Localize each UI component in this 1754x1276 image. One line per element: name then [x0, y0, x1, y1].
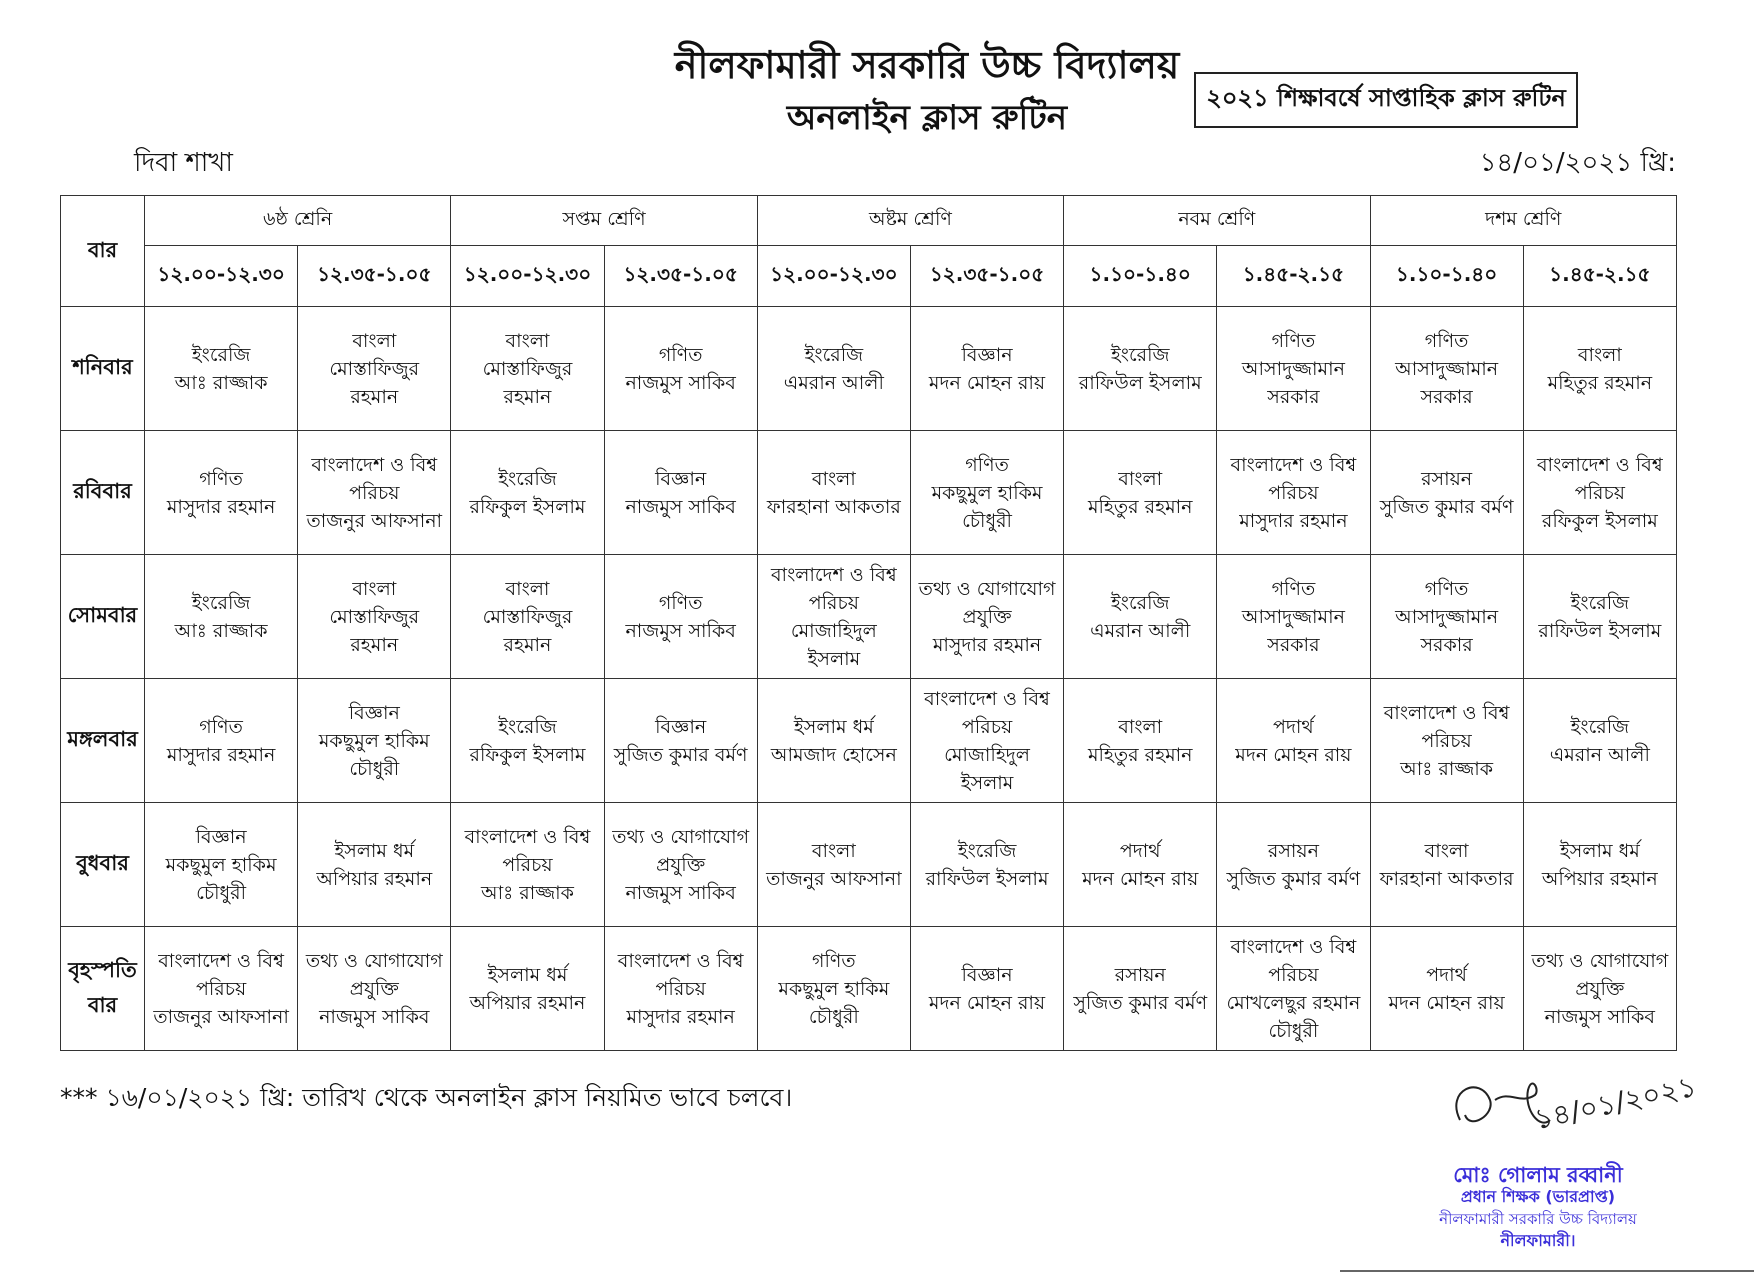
teacher-line: অপিয়ার রহমান	[469, 991, 586, 1014]
teacher-line: মহিতুর রহমান	[1087, 743, 1193, 766]
schedule-cell	[757, 431, 910, 555]
subject: বাংলা	[1118, 467, 1163, 490]
subject: গণিত	[1424, 577, 1469, 600]
schedule-cell	[451, 555, 604, 679]
teacher-line: মাসুদার রহমান	[166, 495, 276, 518]
seal-school: নীলফামারী সরকারি উচ্চ বিদ্যালয়	[1439, 1210, 1637, 1228]
schedule-cell	[1217, 555, 1370, 679]
subject: বাংলাদেশ ও বিশ্ব	[1230, 453, 1357, 476]
teacher-line: মোজাহিদুল	[944, 743, 1030, 766]
teacher-line: আমজাদ হোসেন	[770, 743, 897, 766]
teacher-line: পরিচয়	[1268, 963, 1319, 986]
teacher-line: এমরান আলী	[783, 371, 884, 394]
teacher-line: সুজিত কুমার বর্মণ	[1226, 867, 1361, 890]
subject: বাংলা	[1424, 839, 1469, 862]
teacher-line: প্রযুক্তি	[656, 853, 706, 876]
subject: বাংলাদেশ ও বিশ্ব	[924, 687, 1050, 710]
subject: গণিত	[658, 343, 703, 366]
teacher-line: সুজিত কুমার বর্মণ	[1379, 495, 1514, 518]
class-header: নবম শ্রেণি	[1064, 196, 1370, 246]
time-slot: ১২.৩৫-১.০৫	[298, 246, 451, 307]
teacher-line: আঃ রাজ্জাক	[480, 881, 574, 904]
day-label-line: বৃহস্পতি	[68, 957, 137, 982]
teacher-line: মাসুদার রহমান	[626, 1005, 735, 1028]
subject: বাংলাদেশ ও বিশ্ব	[1230, 935, 1357, 958]
teacher-line: মোস্তাফিজুর	[329, 357, 420, 380]
official-seal	[1388, 1164, 1688, 1252]
subject: বাংলা	[352, 329, 397, 352]
schedule-cell	[1370, 803, 1523, 927]
teacher-line: রাফিউল ইসলাম	[925, 867, 1049, 890]
teacher-line: মদন মোহন রায়	[1388, 991, 1505, 1014]
schedule-cell	[604, 679, 757, 803]
schedule-cell	[1523, 803, 1676, 927]
teacher-line: আসাদুজ্জামান	[1241, 605, 1345, 628]
teacher-line: তাজনুর আফসানা	[766, 867, 902, 890]
subject: বিজ্ঞান	[655, 467, 707, 490]
teacher-line: পরিচয়	[961, 715, 1013, 738]
subject: গণিত	[1271, 329, 1316, 352]
teacher-line: সরকার	[1420, 633, 1473, 656]
teacher-line: আসাদুজ্জামান	[1395, 357, 1499, 380]
shift-label: দিবা শাখা	[134, 148, 233, 178]
time-slot: ১.১০-১.৪০	[1064, 246, 1217, 307]
teacher-line: রফিকুল ইসলাম	[1541, 509, 1658, 532]
teacher-line: ফারহানা আকতার	[1379, 867, 1514, 890]
teacher-line: মাসুদার রহমান	[1239, 509, 1348, 532]
subject: ইংরেজি	[498, 467, 557, 490]
schedule-cell	[145, 803, 298, 927]
teacher-line: পরিচয়	[1268, 481, 1319, 504]
subject: গণিত	[199, 715, 243, 738]
day-label-line: সোমবার	[67, 603, 138, 627]
schedule-cell	[1064, 679, 1217, 803]
schedule-cell	[1370, 431, 1523, 555]
teacher-line: রফিকুল ইসলাম	[469, 495, 586, 518]
subject: ইংরেজি	[1570, 591, 1630, 614]
class-header: ৬ষ্ঠ শ্রেনি	[145, 196, 451, 246]
subject: বিজ্ঞান	[655, 715, 707, 738]
subject: গণিত	[658, 591, 703, 614]
subject: বাংলাদেশ ও বিশ্ব	[311, 453, 438, 476]
day-row	[61, 555, 1677, 679]
schedule-cell	[451, 679, 604, 803]
time-slot-row	[61, 246, 1677, 307]
teacher-line: রহমান	[503, 633, 552, 656]
subject: বাংলাদেশ ও বিশ্ব	[464, 825, 591, 848]
teacher-line: মোস্তাফিজুর	[329, 605, 420, 628]
schedule-cell	[298, 927, 451, 1051]
teacher-line: পরিচয়	[1421, 729, 1472, 752]
seal-place: নীলফামারী।	[1500, 1231, 1576, 1250]
schedule-cell	[1370, 307, 1523, 431]
teacher-line: পরিচয়	[502, 853, 553, 876]
teacher-line: চৌধুরী	[808, 1005, 859, 1028]
teacher-line: সরকার	[1267, 385, 1320, 408]
subject: ইংরেজি	[957, 839, 1017, 862]
schedule-cell	[1523, 307, 1676, 431]
schedule-cell	[1064, 555, 1217, 679]
day-row	[61, 679, 1677, 803]
schedule-cell	[451, 927, 604, 1051]
day-label	[61, 307, 145, 431]
schedule-cell	[1217, 927, 1370, 1051]
schedule-cell	[451, 307, 604, 431]
teacher-line: তাজনুর আফসানা	[306, 509, 443, 532]
seal-name: মোঃ গোলাম রব্বানী	[1453, 1163, 1623, 1187]
subject: ইংরেজি	[1110, 343, 1170, 366]
time-slot: ১.১০-১.৪০	[1370, 246, 1523, 307]
day-label	[61, 927, 145, 1051]
schedule-cell	[757, 803, 910, 927]
subject: বাংলা	[811, 839, 856, 862]
subject: গণিত	[199, 467, 243, 490]
seal-title: প্রধান শিক্ষক (ভারপ্রাপ্ত)	[1460, 1187, 1616, 1206]
teacher-line: নাজমুস সাকিব	[625, 619, 736, 642]
teacher-line: আঃ রাজ্জাক	[1400, 757, 1494, 780]
subject: তথ্য ও যোগাযোগ	[1531, 949, 1669, 972]
subject: ইসলাম ধর্ম	[487, 963, 568, 986]
teacher-line: নাজমুস সাকিব	[625, 495, 736, 518]
schedule-cell	[604, 927, 757, 1051]
time-slot: ১২.০০-১২.৩০	[757, 246, 910, 307]
schedule-cell	[910, 307, 1063, 431]
teacher-line: রাফিউল ইসলাম	[1538, 619, 1662, 642]
schedule-cell	[757, 307, 910, 431]
subject: তথ্য ও যোগাযোগ	[612, 825, 750, 848]
teacher-line: এমরান আলী	[1090, 619, 1191, 642]
subject: ইংরেজি	[191, 591, 251, 614]
teacher-line: রহমান	[503, 385, 552, 408]
subject: ইসলাম ধর্ম	[793, 715, 874, 738]
teacher-line: নাজমুস সাকিব	[625, 881, 736, 904]
schedule-cell	[145, 927, 298, 1051]
teacher-line: মোজাহিদুল	[790, 619, 877, 642]
schedule-cell	[1523, 555, 1676, 679]
day-label-line: বার	[87, 992, 118, 1017]
subject: বিজ্ঞান	[348, 701, 400, 724]
subject: রসায়ন	[1421, 467, 1473, 490]
subject: গণিত	[812, 949, 856, 972]
schedule-cell	[451, 803, 604, 927]
day-label	[61, 803, 145, 927]
teacher-line: আঃ রাজ্জাক	[174, 619, 268, 642]
teacher-line: মদন মোহন রায়	[1082, 867, 1199, 890]
issue-date: ১৪/০১/২০২১ খ্রি:	[1479, 148, 1676, 178]
day-row	[61, 307, 1677, 431]
subject: বিজ্ঞান	[195, 825, 247, 848]
subject: বিজ্ঞান	[961, 343, 1013, 366]
schedule-cell	[298, 555, 451, 679]
teacher-line: মকছুমুল হাকিম	[931, 481, 1043, 504]
schedule-cell	[910, 803, 1063, 927]
day-label	[61, 431, 145, 555]
subject: ইংরেজি	[1110, 591, 1170, 614]
schedule-cell	[604, 307, 757, 431]
teacher-line: নাজমুস সাকিব	[625, 371, 736, 394]
schedule-cell	[1523, 679, 1676, 803]
teacher-line: মদন মোহন রায়	[1235, 743, 1352, 766]
teacher-line: আঃ রাজ্জাক	[174, 371, 268, 394]
teacher-line: চৌধুরী	[962, 509, 1012, 532]
routine-title: অনলাইন ক্লাস রুটিন	[786, 98, 1068, 138]
subject: ইসলাম ধর্ম	[1559, 839, 1640, 862]
subject: বাংলা	[1577, 343, 1622, 366]
teacher-line: রহমান	[350, 385, 399, 408]
schedule-cell	[910, 555, 1063, 679]
schedule-cell	[298, 803, 451, 927]
schedule-cell	[604, 555, 757, 679]
schedule-cell	[604, 803, 757, 927]
teacher-line: ফারহানা আকতার	[766, 495, 901, 518]
schedule-cell	[910, 927, 1063, 1051]
schedule-cell	[145, 679, 298, 803]
subject: বাংলা	[1118, 715, 1163, 738]
schedule-cell	[1217, 307, 1370, 431]
teacher-line: মোখলেছুর রহমান	[1226, 991, 1361, 1014]
day-row	[61, 803, 1677, 927]
day-row	[61, 431, 1677, 555]
subject: ইংরেজি	[1570, 715, 1630, 738]
signature-date: ১৪/০১/২০২১	[1531, 1069, 1700, 1137]
teacher-line: মকছুমুল হাকিম	[778, 977, 890, 1000]
schedule-cell	[1523, 927, 1676, 1051]
subject: তথ্য ও যোগাযোগ	[918, 577, 1056, 600]
schedule-cell	[298, 431, 451, 555]
subject: বাংলাদেশ ও বিশ্ব	[617, 949, 744, 972]
subject: বিজ্ঞান	[961, 963, 1013, 986]
schedule-cell	[298, 679, 451, 803]
schedule-cell	[757, 555, 910, 679]
routine-body	[61, 307, 1677, 1051]
teacher-line: মোস্তাফিজুর	[482, 357, 573, 380]
subject: বাংলা	[811, 467, 856, 490]
teacher-line: চৌধুরী	[196, 881, 247, 904]
time-slot: ১.৪৫-২.১৫	[1523, 246, 1676, 307]
schedule-cell	[1064, 803, 1217, 927]
routine-table	[60, 195, 1677, 1051]
teacher-line: তাজনুর আফসানা	[153, 1005, 289, 1028]
day-label-line: রবিবার	[73, 479, 132, 503]
teacher-line: পরিচয়	[349, 481, 400, 504]
time-slot: ১২.৩৫-১.০৫	[910, 246, 1063, 307]
teacher-line: মদন মোহন রায়	[928, 991, 1046, 1014]
subject: বাংলাদেশ ও বিশ্ব	[158, 949, 284, 972]
schedule-cell	[757, 927, 910, 1051]
teacher-line: মকছুমুল হাকিম	[165, 853, 277, 876]
subject: রসায়ন	[1267, 839, 1319, 862]
page-edge-line	[1340, 1270, 1754, 1272]
day-label-line: শনিবার	[72, 355, 133, 379]
teacher-line: সরকার	[1267, 633, 1320, 656]
teacher-line: এমরান আলী	[1549, 743, 1650, 766]
teacher-line: রাফিউল ইসলাম	[1078, 371, 1202, 394]
subject: বাংলা	[505, 577, 550, 600]
day-row	[61, 927, 1677, 1051]
schedule-cell	[910, 431, 1063, 555]
subject: গণিত	[1424, 329, 1469, 352]
class-header-row	[61, 196, 1677, 246]
schedule-cell	[145, 431, 298, 555]
schedule-cell	[1064, 307, 1217, 431]
class-header: দশম শ্রেণি	[1370, 196, 1677, 246]
subject: তথ্য ও যোগাযোগ	[305, 949, 443, 972]
teacher-line: প্রযুক্তি	[1575, 977, 1625, 1000]
teacher-line: পরিচয়	[1574, 481, 1625, 504]
school-name: নীলফামারী সরকারি উচ্চ বিদ্যালয়	[674, 43, 1180, 87]
schedule-cell	[145, 555, 298, 679]
subject: পদার্থ	[1426, 963, 1467, 986]
teacher-line: প্রযুক্তি	[349, 977, 399, 1000]
teacher-line: মহিতুর রহমান	[1087, 495, 1193, 518]
teacher-line: প্রযুক্তি	[962, 605, 1012, 628]
teacher-line: মোস্তাফিজুর	[482, 605, 573, 628]
teacher-line: রফিকুল ইসলাম	[469, 743, 586, 766]
subject: ইংরেজি	[804, 343, 864, 366]
subject: বাংলাদেশ ও বিশ্ব	[770, 563, 897, 586]
day-label	[61, 679, 145, 803]
day-label-line: বুধবার	[76, 851, 129, 875]
teacher-line: চৌধুরী	[1268, 1019, 1319, 1042]
subject: পদার্থ	[1119, 839, 1161, 862]
subject: রসায়ন	[1114, 963, 1166, 986]
teacher-line: মাসুদার রহমান	[932, 633, 1042, 656]
schedule-cell	[910, 679, 1063, 803]
year-routine-box: ২০২১ শিক্ষাবর্ষে সাপ্তাহিক ক্লাস রুটিন	[1194, 72, 1578, 128]
day-label-line: মঙ্গলবার	[67, 727, 138, 751]
teacher-line: অপিয়ার রহমান	[1541, 867, 1658, 890]
teacher-line: আসাদুজ্জামান	[1395, 605, 1499, 628]
subject: ইসলাম ধর্ম	[334, 839, 415, 862]
schedule-cell	[757, 679, 910, 803]
teacher-line: অপিয়ার রহমান	[316, 867, 433, 890]
subject: বাংলা	[505, 329, 550, 352]
teacher-line: সুজিত কুমার বর্মণ	[1073, 991, 1208, 1014]
teacher-line: পরিচয়	[195, 977, 247, 1000]
schedule-cell	[1217, 679, 1370, 803]
teacher-line: ইসলাম	[960, 771, 1014, 794]
teacher-line: মাসুদার রহমান	[166, 743, 276, 766]
teacher-line: ইসলাম	[807, 647, 861, 670]
schedule-cell	[298, 307, 451, 431]
teacher-line: মদন মোহন রায়	[928, 371, 1046, 394]
teacher-line: সরকার	[1420, 385, 1473, 408]
time-slot: ১২.০০-১২.৩০	[145, 246, 298, 307]
subject: বাংলাদেশ ও বিশ্ব	[1383, 701, 1510, 724]
teacher-line: পরিচয়	[655, 977, 706, 1000]
signature	[1440, 1069, 1700, 1160]
teacher-line: মকছুমুল হাকিম	[318, 729, 430, 752]
class-header: অষ্টম শ্রেণি	[757, 196, 1063, 246]
teacher-line: সুজিত কুমার বর্মণ	[613, 743, 748, 766]
schedule-cell	[1064, 927, 1217, 1051]
time-slot: ১.৪৫-২.১৫	[1217, 246, 1370, 307]
subject: বাংলা	[352, 577, 397, 600]
teacher-line: আসাদুজ্জামান	[1241, 357, 1345, 380]
schedule-cell	[1370, 555, 1523, 679]
schedule-cell	[604, 431, 757, 555]
schedule-cell	[1370, 679, 1523, 803]
teacher-line: নাজমুস সাকিব	[319, 1005, 430, 1028]
subject: ইংরেজি	[498, 715, 557, 738]
subject: গণিত	[1271, 577, 1316, 600]
teacher-line: মহিতুর রহমান	[1547, 371, 1653, 394]
teacher-line: নাজমুস সাকিব	[1544, 1005, 1656, 1028]
subject: পদার্থ	[1273, 715, 1314, 738]
subject: গণিত	[965, 453, 1009, 476]
schedule-cell	[1064, 431, 1217, 555]
teacher-line: চৌধুরী	[349, 757, 400, 780]
time-slot: ১২.৩৫-১.০৫	[604, 246, 757, 307]
schedule-cell	[1217, 803, 1370, 927]
schedule-cell	[1523, 431, 1676, 555]
time-slot: ১২.০০-১২.৩০	[451, 246, 604, 307]
day-label	[61, 555, 145, 679]
schedule-cell	[145, 307, 298, 431]
day-header: বার	[61, 196, 145, 307]
subject: বাংলাদেশ ও বিশ্ব	[1536, 453, 1663, 476]
schedule-cell	[1217, 431, 1370, 555]
schedule-cell	[451, 431, 604, 555]
schedule-cell	[1370, 927, 1523, 1051]
teacher-line: রহমান	[350, 633, 399, 656]
class-header: সপ্তম শ্রেণি	[451, 196, 757, 246]
teacher-line: পরিচয়	[808, 591, 859, 614]
footnote: *** ১৬/০১/২০২১ খ্রি: তারিখ থেকে অনলাইন ক্লাস নিয়মিত ভাবে চলবে।	[60, 1083, 793, 1112]
subject: ইংরেজি	[191, 343, 251, 366]
